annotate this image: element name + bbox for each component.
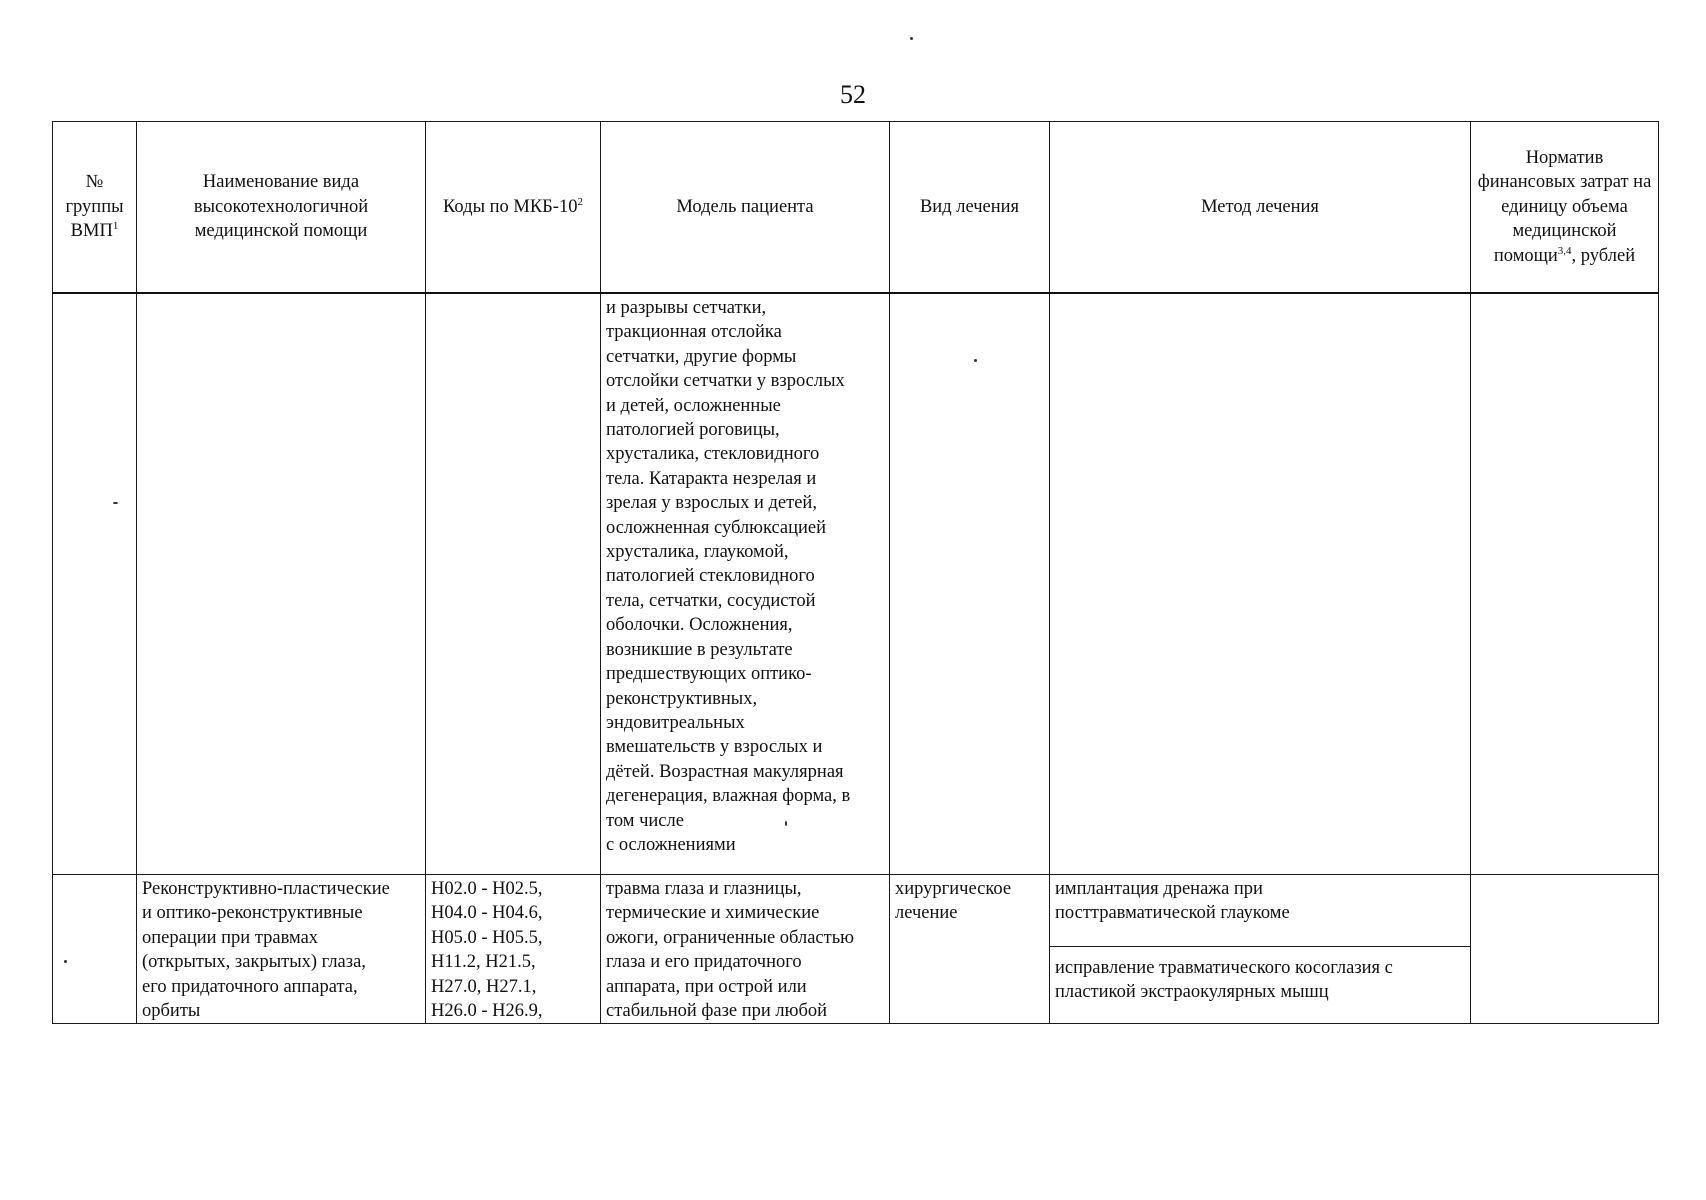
header-treatment-type: Вид лечения: [890, 122, 1050, 294]
cell-group-no: [53, 875, 137, 1024]
header-treatment-method: Метод лечения: [1050, 122, 1471, 294]
table-header-row: [53, 122, 1659, 294]
treatment-method-item: имплантация дренажа при посттравматической глаукоме: [1050, 875, 1470, 947]
cell-treatment-type: хирургическое лечение: [890, 875, 1050, 1024]
cell-name: [137, 293, 426, 875]
cell-patient-model: травма глаза и глазницы, термические и химические ожоги, ограниченные областью глаза и его придаточного аппарата, при острой или стабильной фазе при любой: [601, 875, 890, 1024]
header-cost-norm: Норматив финансовых затрат на единицу объема медицинской помощи$^{3,4}$, рублей: [1471, 122, 1659, 294]
cell-group-no: [53, 293, 137, 875]
scan-speck: [910, 37, 913, 40]
vmp-table: [52, 121, 1659, 1024]
header-group-no: № группы ВМП$^1$: [53, 122, 137, 294]
cell-treatment-type: [890, 293, 1050, 875]
header-name: Наименование вида высокотехнологичной медицинской помощи: [137, 122, 426, 294]
cell-treatment-method: [1050, 293, 1471, 875]
header-patient-model: Модель пациента: [601, 122, 890, 294]
header-codes: Коды по МКБ-$10^2$: [426, 122, 601, 294]
treatment-method-item: исправление травматического косоглазия с пластикой экстраокулярных мышц: [1055, 958, 1393, 1003]
cell-cost-norm: [1471, 293, 1659, 875]
cell-treatment-method: [1050, 875, 1471, 1024]
table-row: [53, 293, 1659, 875]
cell-codes: H02.0 - H02.5, H04.0 - H04.6, H05.0 - H05.5, H11.2, H21.5, H27.0, H27.1, H26.0 - H26.9,: [426, 875, 601, 1024]
page-number: 52: [840, 80, 866, 109]
cell-patient-model: и разрывы сетчатки, тракционная отслойка сетчатки, другие формы отслойки сетчатки у взрослых и детей, осложненные патологией роговицы, хрусталика, стекловидного тела. Катаракта незрелая и зрелая у взрослых и детей, осложненная сублюксацией хрусталика, глаукомой, патологией стекловидного тела, сетчатки, сосудистой оболочки. Осложнения, возникшие в результате предшествующих оптико- реконструктивных, эндовитреальных вмешательств у взрослых и дётей. Возрастная макулярная дегенерация, влажная форма, в том числе с осложнениями: [601, 293, 890, 875]
cell-name: Реконструктивно-пластические и оптико-реконструктивные операции при травмах (открытых, закрытых) глаза, его придаточного аппарата, орбиты: [137, 875, 426, 1024]
cell-cost-norm: [1471, 875, 1659, 1024]
table-row: [53, 875, 1659, 1024]
cell-codes: [426, 293, 601, 875]
